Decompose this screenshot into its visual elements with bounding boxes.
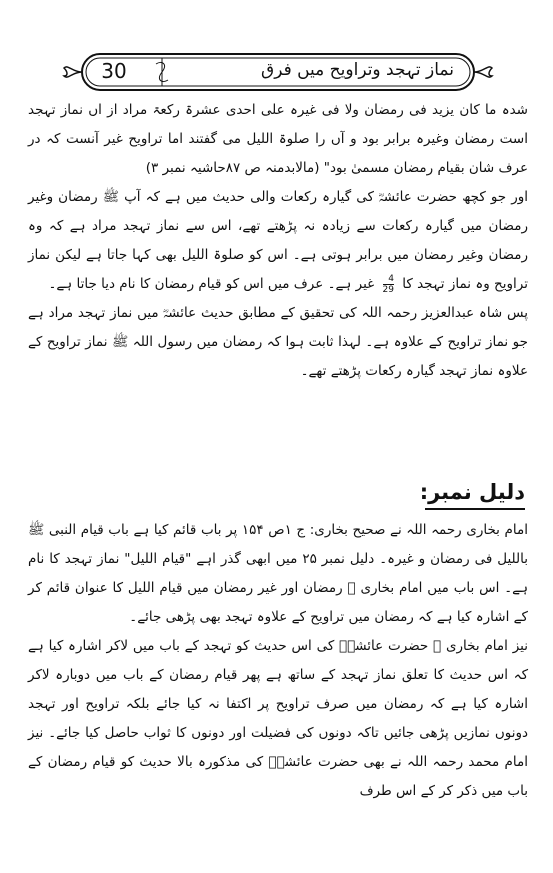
footnote-marker-bottom: 29 — [382, 284, 394, 295]
footnote-marker — [383, 274, 394, 295]
running-title: نماز تہجد وتراویح میں فرق — [261, 60, 454, 80]
paragraph-2 — [28, 183, 528, 299]
section-heading-underline — [425, 508, 525, 510]
section-heading: دلیل نمبر: — [419, 480, 525, 504]
body-text-top — [28, 96, 528, 386]
paragraph-2-text: اور جو کچھ حضرت عائشہؓ کی گیارہ رکعات والی حدیث میں ہے کہ آپ ﷺ رمضان وغیر رمضان میں گیارہ رکعات سے زیادہ نہ پڑھتے تھے، اس سے نماز تہجد مراد ہے کہ وہ رمضان وغیر رمضان میں برابر ہوتی ہے۔ اس کو صلوۃ اللیل بھی کہا جاتا ہے لیکن نماز تراویح وہ نماز تہجد کا — [28, 189, 528, 292]
section-paragraph-1: امام بخاری رحمہ اللہ نے صحیح بخاری: ج ۱ص ۱۵۴ پر باب قائم کیا ہے باب قیام النبی ﷺ باللیل فی رمضان و غیرہ۔ دلیل نمبر ۲۵ میں ابھی گذر اہے "قیام اللیل" نماز تہجد کا نام ہے۔ اس باب میں امام بخاری ﷫ رمضان اور غیر رمضان میں قیام اللیل کا عنوان قائم کر کے اشارہ کیا ہے کہ رمضان میں تراویح کے علاوہ تہجد بھی پڑھی جائے۔ — [28, 522, 528, 625]
section-paragraph-2: نیز امام بخاری ﷫ حضرت عائشہؓ کی اس حدیث کو تہجد کے باب میں لاکر اشارہ کیا ہے کہ اس حدیث کا تعلق نماز تہجد کے ساتھ ہے پھر قیام رمضان کے باب میں دوبارہ لاکر اشارہ کیا ہے کہ رمضان میں صرف تراویح پر اکتفا نہ کیا جائے بلکہ تراویح اور تہجد دونوں نمازیں پڑھی جائیں تاکہ دونوں کی فضیلت اور دونوں کا ثواب حاصل کیا جائے۔ نیز امام محمد رحمہ اللہ نے بھی حضرت عائشہؓ کی مذکورہ بالا حدیث کو قیام رمضان کے باب میں ذکر کر کے اس طرف — [28, 638, 528, 799]
footnote-marker-top: 4 — [388, 273, 394, 284]
body-text-bottom — [28, 516, 528, 806]
paragraph-1: شدہ ما کان یزید فی رمضان ولا فی غیرہ علی احدی عشرۃ رکعۃ مراد از اں نماز تہجد است رمضان وغیرہ برابر بود و آں را صلوۃ اللیل می گفتند اما تراویح غیر آنست کہ در عرف شان بقیام رمضان مسمیٰ بود" (مالابدمنہ ص ۸۷حاشیہ نمبر ۳) — [28, 102, 528, 176]
paragraph-2-text-continued: غیر ہے۔ عرف میں اس کو قیام رمضان کا نام دیا جاتا ہے۔ — [48, 276, 375, 292]
page-header — [62, 50, 494, 94]
page-number: 30 — [101, 59, 127, 83]
paragraph-3: پس شاہ عبدالعزیز رحمہ اللہ کی تحقیق کے مطابق حدیث عائشہؓ میں نماز تہجد مراد ہے جو نماز تراویح کے علاوہ ہے۔ لہذا ثابت ہوا کہ رمضان میں رسول اللہ ﷺ نماز تراویح کے علاوہ نماز تہجد گیارہ رکعات پڑھتے تھے۔ — [28, 305, 528, 379]
